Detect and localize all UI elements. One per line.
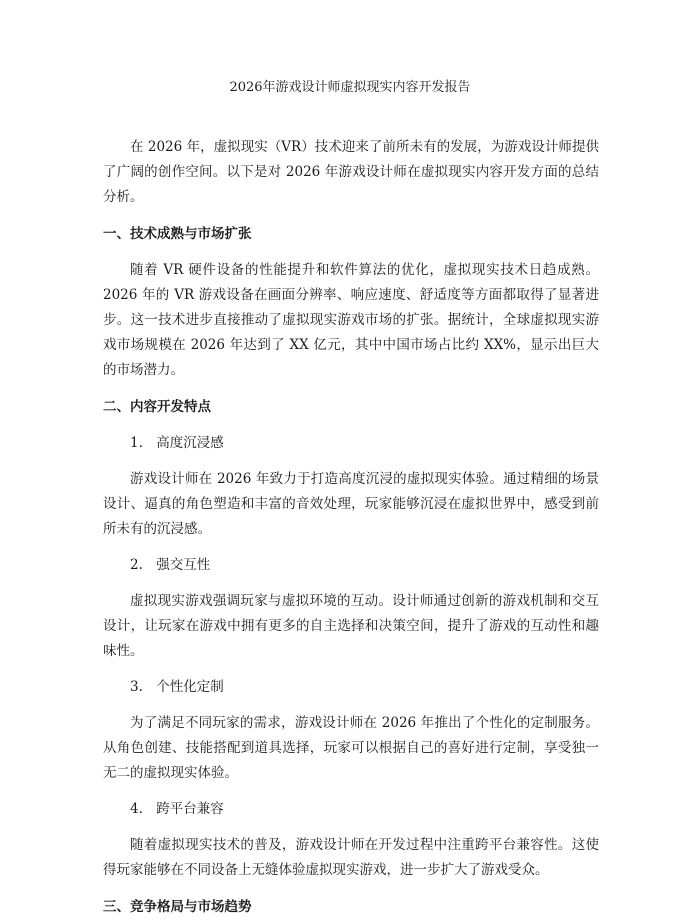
section-heading-2: 二、内容开发特点 xyxy=(103,399,211,415)
document-body xyxy=(103,135,599,920)
document-title: 2026年游戏设计师虚拟现实内容开发报告 xyxy=(229,80,471,95)
section-heading-1: 一、技术成熟与市场扩张 xyxy=(103,226,252,242)
subheading-title: 高度沉浸感 xyxy=(156,435,224,451)
subheading-title: 个性化定制 xyxy=(156,679,224,695)
subheading-2 xyxy=(103,553,599,578)
section-heading-3: 三、竞争格局与市场趋势 xyxy=(103,899,252,915)
subheading-number: 4. xyxy=(130,801,143,817)
subheading-number: 3. xyxy=(130,679,143,695)
intro-paragraph: 在 2026 年，虚拟现实（VR）技术迎来了前所未有的发展，为游戏设计师提供了广阔的创作空间。以下是对 2026 年游戏设计师在虚拟现实内容开发方面的总结分析。 xyxy=(103,139,599,205)
subheading-title: 跨平台兼容 xyxy=(156,801,224,817)
subheading-3 xyxy=(103,675,599,700)
subsection-1-paragraph: 游戏设计师在 2026 年致力于打造高度沉浸的虚拟现实体验。通过精细的场景设计、逼真的角色塑造和丰富的音效处理，玩家能够沉浸在虚拟世界中，感受到前所未有的沉浸感。 xyxy=(103,471,599,537)
subsection-4-paragraph: 随着虚拟现实技术的普及，游戏设计师在开发过程中注重跨平台兼容性。这使得玩家能够在不同设备上无缝体验虚拟现实游戏，进一步扩大了游戏受众。 xyxy=(103,837,599,878)
subheading-number: 2. xyxy=(130,557,143,573)
subsection-3-paragraph: 为了满足不同玩家的需求，游戏设计师在 2026 年推出了个性化的定制服务。从角色创建、技能搭配到道具选择，玩家可以根据自己的喜好进行定制，享受独一无二的虚拟现实体验。 xyxy=(103,715,599,781)
subsection-2-paragraph: 虚拟现实游戏强调玩家与虚拟环境的互动。设计师通过创新的游戏机制和交互设计，让玩家在游戏中拥有更多的自主选择和决策空间，提升了游戏的互动性和趣味性。 xyxy=(103,593,599,659)
subheading-1 xyxy=(103,431,599,456)
subheading-title: 强交互性 xyxy=(156,557,211,573)
subheading-number: 1. xyxy=(130,435,143,451)
subheading-4 xyxy=(103,797,599,822)
section-1-paragraph: 随着 VR 硬件设备的性能提升和软件算法的优化，虚拟现实技术日趋成熟。2026 年的 VR 游戏设备在画面分辨率、响应速度、舒适度等方面都取得了显著进步。这一技术进步直接推动了虚拟现实游戏市场的扩张。据统计，全球虚拟现实游戏市场规模在 2026 年达到了 XX 亿元，其中中国市场占比约 XX%，显示出巨大的市场潜力。 xyxy=(103,262,599,378)
